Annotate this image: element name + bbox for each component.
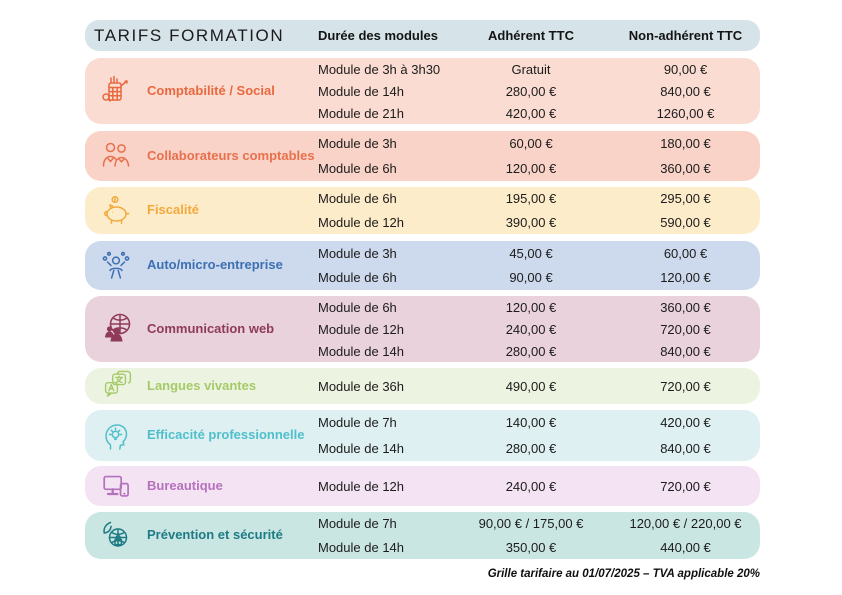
non-member-price: 295,00 € [660,191,711,207]
category-cell [85,418,318,454]
member-price: 45,00 € [509,245,553,261]
non-member-price: 720,00 € [660,321,711,337]
category-label: Prévention et sécurité [147,527,283,543]
column-header-non-member: Non-adhérent TTC [628,28,743,43]
module-duration: Module de 21h [318,105,405,121]
column-header-member: Adhérent TTC [488,28,574,43]
category-cell [85,469,318,503]
category-row-efficacite-professionnelle [85,410,760,461]
non-member-price: 840,00 € [660,343,711,359]
non-member-price: 360,00 € [660,161,711,176]
member-price: 120,00 € [505,161,557,176]
category-cell [85,73,318,109]
non-member-price: 720,00 € [660,478,711,494]
page-title: TARIFS FORMATION [94,25,285,45]
category-label: Communication web [147,320,275,336]
category-label: Langues vivantes [147,377,257,393]
category-row-prevention-securite [85,512,760,559]
member-price: 280,00 € [505,343,557,359]
category-row-collaborateurs-comptables [85,131,760,181]
column-header-duration: Durée des modules [318,28,438,43]
module-duration: Module de 6h [318,299,397,315]
module-duration: Module de 12h [318,478,405,494]
non-member-price: 120,00 € / 220,00 € [629,516,742,532]
module-duration: Module de 14h [318,83,405,99]
non-member-price: 120,00 € [660,270,711,286]
category-label: Auto/micro-entreprise [147,257,283,273]
member-price: 195,00 € [505,191,557,207]
head-lightbulb-icon [94,418,138,454]
member-price: 490,00 € [505,378,557,394]
member-price: 60,00 € [509,136,553,151]
member-price: 240,00 € [505,321,557,337]
module-duration: Module de 6h [318,191,397,207]
member-price: 280,00 € [505,440,557,456]
tariff-footnote: Grille tarifaire au 01/07/2025 – TVA applicable 20% [487,568,760,580]
calculator-chart-icon [94,73,138,109]
table-header [85,20,760,51]
category-row-langues-vivantes [85,368,760,404]
module-duration: Module de 14h [318,440,405,456]
category-cell [85,248,318,284]
member-price: 120,00 € [505,299,557,315]
non-member-price: 360,00 € [660,299,711,315]
juggler-icon [94,248,138,284]
non-member-price: 840,00 € [660,440,711,456]
module-duration: Module de 3h [318,136,397,151]
monitor-phone-icon [94,469,138,503]
module-duration: Module de 14h [318,539,405,555]
category-cell [85,369,318,403]
category-cell [85,518,318,554]
module-duration: Module de 36h [318,378,405,394]
module-duration: Module de 3h [318,245,397,261]
non-member-price: 1260,00 € [656,105,715,121]
non-member-price: 90,00 € [663,61,708,77]
category-label: Bureautique [147,477,223,493]
category-row-auto-micro-entreprise [85,241,760,290]
category-label: Fiscalité [147,202,200,218]
category-row-comptabilite-social [85,58,760,124]
piggy-bank-icon [94,193,138,229]
non-member-price: 180,00 € [660,136,711,151]
category-cell [85,138,318,174]
member-price: Gratuit [511,61,551,77]
member-price: 350,00 € [505,539,557,555]
non-member-price: 420,00 € [660,415,711,431]
module-duration: Module de 12h [318,321,405,337]
member-price: 240,00 € [505,478,557,494]
category-cell [85,193,318,229]
member-price: 90,00 € [509,270,553,286]
category-label: Collaborateurs comptables [147,147,315,163]
non-member-price: 60,00 € [663,245,708,261]
member-price: 280,00 € [505,83,557,99]
module-duration: Module de 3h à 3h30 [318,61,441,77]
module-duration: Module de 7h [318,415,397,431]
module-duration: Module de 6h [318,161,397,176]
member-price: 140,00 € [505,415,557,431]
category-row-bureautique [85,466,760,506]
category-cell [85,311,318,347]
category-label: Efficacité professionnelle [147,427,305,443]
member-price: 420,00 € [505,105,557,121]
module-duration: Module de 6h [318,270,397,286]
translation-icon [94,369,138,403]
non-member-price: 590,00 € [660,214,711,230]
member-price: 390,00 € [505,214,557,230]
globe-people-icon [94,311,138,347]
category-row-communication-web [85,296,760,362]
two-people-icon [94,138,138,174]
non-member-price: 840,00 € [660,83,711,99]
category-label: Comptabilité / Social [147,82,275,98]
non-member-price: 720,00 € [660,378,711,394]
module-duration: Module de 14h [318,343,405,359]
non-member-price: 440,00 € [660,539,711,555]
module-duration: Module de 12h [318,214,405,230]
module-duration: Module de 7h [318,516,397,532]
globe-shield-icon [94,518,138,554]
category-row-fiscalite [85,187,760,234]
member-price: 90,00 € / 175,00 € [478,516,584,532]
